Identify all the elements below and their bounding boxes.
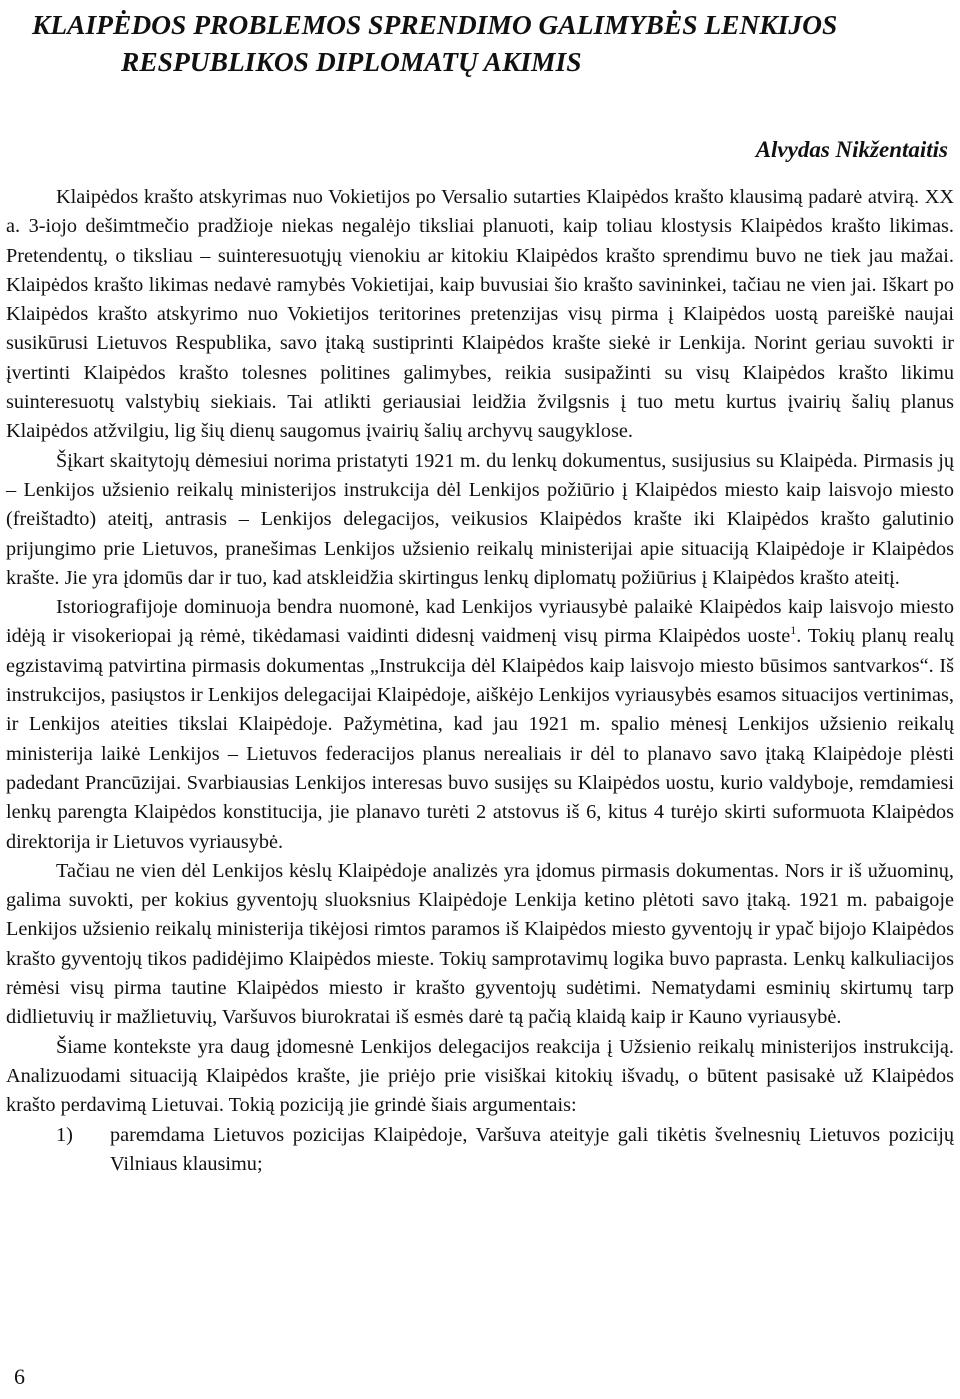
page-number: 6 — [14, 1364, 25, 1389]
paragraph-3 — [6, 593, 954, 857]
paragraph-2: Šįkart skaitytojų dėmesiui norima pristatyti 1921 m. du lenkų dokumentus, susijusius su Klaipėda. Pirmasis jų – Lenkijos užsienio reikalų ministerijos instrukcija dėl Lenkijos požiūrio į Klaipėdos miesto kaip laisvojo miesto (freištadto) ateitį, antrasis – Lenkijos delegacijos, veikusios Klaipėdos krašte iki Klaipėdos krašto galutinio prijungimo prie Lietuvos, pranešimas Lenkijos užsienio reikalų ministerijai apie situaciją Klaipėdoje ir Klaipėdos krašte. Jie yra įdomūs dar ir tuo, kad atskleidžia skirtingus lenkų diplomatų požiūrius į Klaipėdos krašto ateitį. — [6, 449, 954, 589]
list-item-number: 1) — [56, 1123, 73, 1146]
paragraph-3-end: . Tokių planų realų egzistavimą patvirtina pirmasis dokumentas „Instrukcija dėl Klaipėdos kaip laisvojo miesto būsimos santvarkos“. Iš instrukcijos, pasiųstos ir Lenkijos delegacijai Klaipėdoje, aiškėjo Lenkijos vyriausybės esamos situacijos vertinimas, ir Lenkijos ateities tikslai Klaipėdoje. Pažymėtina, kad jau 1921 m. spalio mėnesį Lenkijos užsienio reikalų ministerija laikė Lenkijos – Lietuvos federacijos planus nerealiais ir dėl to planavo savo įtaką Klaipėdoje plėsti padedant Prancūzijai. Svarbiausias Lenkijos interesas buvo susijęs su Klaipėdos uostu, kurio valdyboje, remdamiesi lenkų parengta Klaipėdos konstitucija, jie planavo turėti 2 atstovus iš 6, kitus 4 turėjo skirti suformuota Klaipėdos direktorija ir Lietuvos vyriausybė. — [6, 625, 954, 853]
document-page — [6, 0, 954, 1399]
paragraph-5: Šiame kontekste yra daug įdomesnė Lenkijos delegacijos reakcija į Užsienio reikalų ministerijos instrukciją. Analizuodami situaciją Klaipėdos krašte, jie priėjo prie visiškai kitokių išvadų, o būtent pasisakė už Klaipėdos krašto perdavimą Lietuvai. Tokią poziciją jie grindė šiais argumentais: — [6, 1035, 954, 1117]
list-item-text: paremdama Lietuvos pozicijas Klaipėdoje, Varšuva ateityje gali tikėtis švelnesnių Lietuvos pozicijų Vilniaus klausimu; — [110, 1123, 954, 1175]
article-body — [6, 183, 954, 1179]
title-line-1: KLAIPĖDOS PROBLEMOS SPRENDIMO GALIMYBĖS LENKIJOS — [32, 9, 838, 40]
author-name: Alvydas Nikžentaitis — [755, 137, 948, 162]
paragraph-1: Klaipėdos krašto atskyrimas nuo Vokietijos po Versalio sutarties Klaipėdos krašto klausimą padarė atvirą. XX a. 3-iojo dešimtmečio pradžioje niekas negalėjo tiksliai planuoti, kaip toliau klostysis Klaipėdos krašto likimas. Pretendentų, o tiksliau – suinteresuotųjų vienokiu ar kitokiu Klaipėdos krašto sprendimu buvo ne tiek jau mažai. Klaipėdos krašto likimas nedavė ramybės Vokietijai, kaip buvusiai šio krašto savininkei, tačiau ne vien jai. Iškart po Klaipėdos krašto atskyrimo nuo Vokietijos teritorines pretenzijas visų pirma į Klaipėdos uostą pareiškė naujai susikūrusi Lietuvos Respublika, savo įtaką sustiprinti Klaipėdos krašte siekė ir Lenkija. Norint geriau suvokti ir įvertinti Klaipėdos krašto tolesnes politines galimybes, reikia susipažinti su visų Klaipėdos krašto likimu suinteresuotų valstybių siekiais. Tai atlikti geriausiai leidžia žvilgsnis į tuo metu kurtus įvairių šalių planus Klaipėdos atžvilgiu, lig šių dienų saugomus įvairių šalių archyvų saugyklose. — [6, 186, 954, 443]
paragraph-3-start: Istoriografijoje dominuoja bendra nuomonė, kad Lenkijos vyriausybė palaikė Klaipėdos kaip laisvojo miesto idėją ir visokeriopai ją rėmė, tikėdamasi vaidinti didesnį vaidmenį visų pirma Klaipėdos uoste — [6, 596, 954, 648]
paragraph-4: Tačiau ne vien dėl Lenkijos kėslų Klaipėdoje analizės yra įdomus pirmasis dokumentas. Nors ir iš užuominų, galima suvokti, per kokius gyventojų sluoksnius Klaipėdoje Lenkija ketino plėtoti savo įtaką. 1921 m. pabaigoje Lenkijos užsienio reikalų ministerija tikėjosi rimtos paramos iš Klaipėdos miesto gyventojų ir ypač bijojo Klaipėdos krašto gyventojų tikos padidėjimo Klaipėdos mieste. Tokių samprotavimų logika buvo paprasta. Lenkų kalkuliacijos rėmėsi visų pirma tautine Klaipėdos miesto ir krašto gyventojų sudėtimi. Nematydami esminių skirtumų tarp didlietuvių ir mažlietuvių, Varšuvos biurokratai iš esmės darė tą pačią klaidą kaip ir Kauno vyriausybė. — [6, 859, 954, 1029]
list-item — [6, 1121, 954, 1180]
title-line-2: RESPUBLIKOS DIPLOMATŲ AKIMIS — [121, 46, 582, 77]
article-title — [6, 0, 954, 80]
footnote-reference[interactable]: 1 — [790, 623, 797, 638]
argument-list — [6, 1121, 954, 1180]
